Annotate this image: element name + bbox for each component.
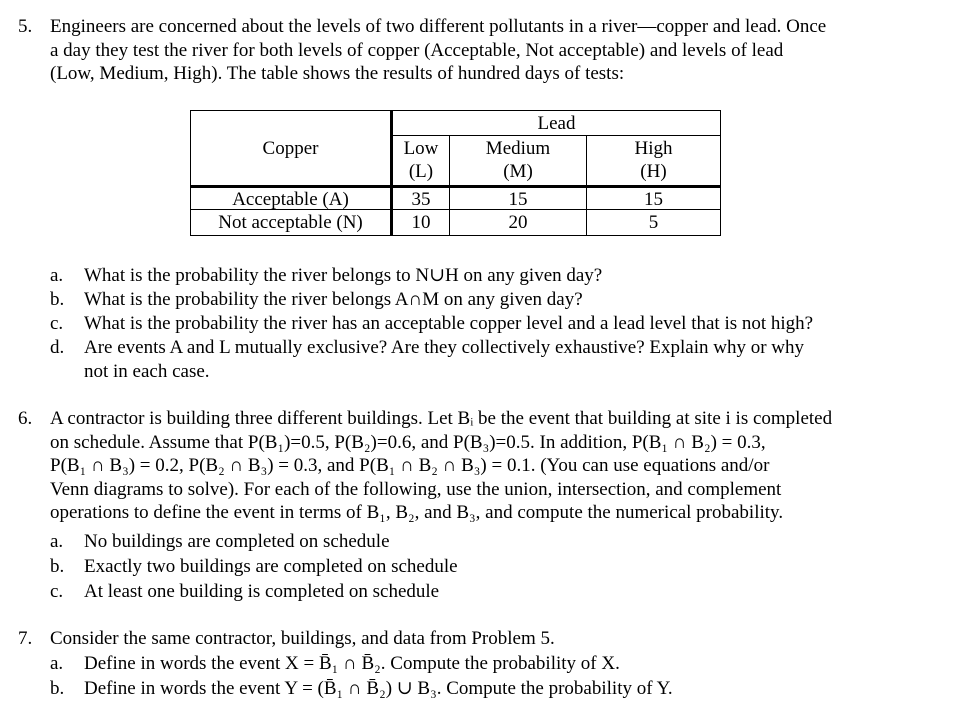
- column-header-low: Low: [403, 138, 439, 159]
- column-abbr-low: (L): [408, 161, 434, 182]
- q5-number: 5.: [18, 16, 33, 37]
- q5-part-letter: d.: [50, 337, 65, 358]
- q5-stem-line: (Low, Medium, High). The table shows the results of hundred days of tests:: [50, 63, 625, 84]
- row-label-acceptable: Acceptable (A): [232, 189, 349, 210]
- table-cell: 15: [508, 189, 528, 210]
- copper-header: Copper: [262, 138, 319, 159]
- q6-stem-line: on schedule. Assume that P(B₁)=0.5, P(B₂)=0.6, and P(B₃)=0.5. In addition, P(B₁ ∩ B₂) = 0.3,: [50, 431, 766, 453]
- q6-stem-line: operations to define the event in terms of B₁, B₂, and B₃, and compute the numerical probability.: [50, 502, 784, 523]
- lead-header: Lead: [537, 113, 576, 134]
- q6-part-text: Exactly two buildings are completed on schedule: [84, 556, 458, 577]
- column-header-high: High: [634, 138, 673, 159]
- q7-part-text: Define in words the event X = B̄₁ ∩ B̄₂. Compute the probability of X.: [84, 653, 620, 674]
- q6-part-text: No buildings are completed on schedule: [84, 531, 390, 552]
- q5-part-letter: c.: [50, 313, 64, 334]
- q5-part-letter: a.: [50, 265, 64, 286]
- q6-number: 6.: [18, 408, 33, 429]
- q7-part-text: Define in words the event Y = (B̄₁ ∩ B̄₂) ∪ B₃. Compute the probability of Y.: [84, 678, 673, 699]
- q7-part-letter: a.: [50, 653, 64, 674]
- q6-stem: [50, 407, 832, 525]
- q6-stem-line: P(B₁ ∩ B₃) = 0.2, P(B₂ ∩ B₃) = 0.3, and P(B₁ ∩ B₂ ∩ B₃) = 0.1. (You can use equations and/or: [50, 455, 770, 476]
- table-cell: 35: [411, 189, 431, 210]
- q5-part-text: Are events A and L mutually exclusive? Are they collectively exhaustive? Explain why or why: [84, 337, 805, 358]
- q5-part-text: What is the probability the river belongs to N∪H on any given day?: [84, 265, 603, 286]
- table-cell: 5: [648, 212, 659, 233]
- q5-stem: [50, 15, 826, 86]
- q6-part-letter: a.: [50, 531, 64, 552]
- q6-part-letter: b.: [50, 556, 65, 577]
- column-abbr-medium: (M): [503, 161, 533, 182]
- table-cell: 10: [411, 212, 431, 233]
- q5-stem-line: Engineers are concerned about the levels of two different pollutants in a river—copper and lead. Once: [50, 16, 827, 37]
- table-cell: 20: [508, 212, 528, 233]
- q5-part-text: What is the probability the river belongs A∩M on any given day?: [84, 289, 583, 310]
- table-divider: [393, 135, 720, 136]
- results-table: [190, 110, 721, 236]
- column-header-medium: Medium: [485, 138, 551, 159]
- q5-part-text: What is the probability the river has an acceptable copper level and a lead level that is not high?: [84, 313, 814, 334]
- row-label-not-acceptable: Not acceptable (N): [218, 212, 363, 233]
- q7-number: 7.: [18, 628, 33, 649]
- q6-stem-line: Venn diagrams to solve). For each of the following, use the union, intersection, and complement: [50, 478, 782, 500]
- q6-part-text: At least one building is completed on schedule: [84, 581, 440, 602]
- column-abbr-high: (H): [640, 161, 667, 182]
- q7-part-letter: b.: [50, 678, 65, 699]
- q6-stem-line: A contractor is building three different buildings. Let Bᵢ be the event that building at site i is completed: [50, 408, 833, 429]
- q5-part-letter: b.: [50, 289, 65, 310]
- q6-part-letter: c.: [50, 581, 64, 602]
- q5-stem-line: a day they test the river for both levels of copper (Acceptable, Not acceptable) and levels of lead: [50, 39, 784, 61]
- q7-stem: Consider the same contractor, buildings, and data from Problem 5.: [50, 628, 555, 649]
- q5-part-text-continued: not in each case.: [84, 361, 210, 382]
- table-cell: 15: [644, 189, 663, 210]
